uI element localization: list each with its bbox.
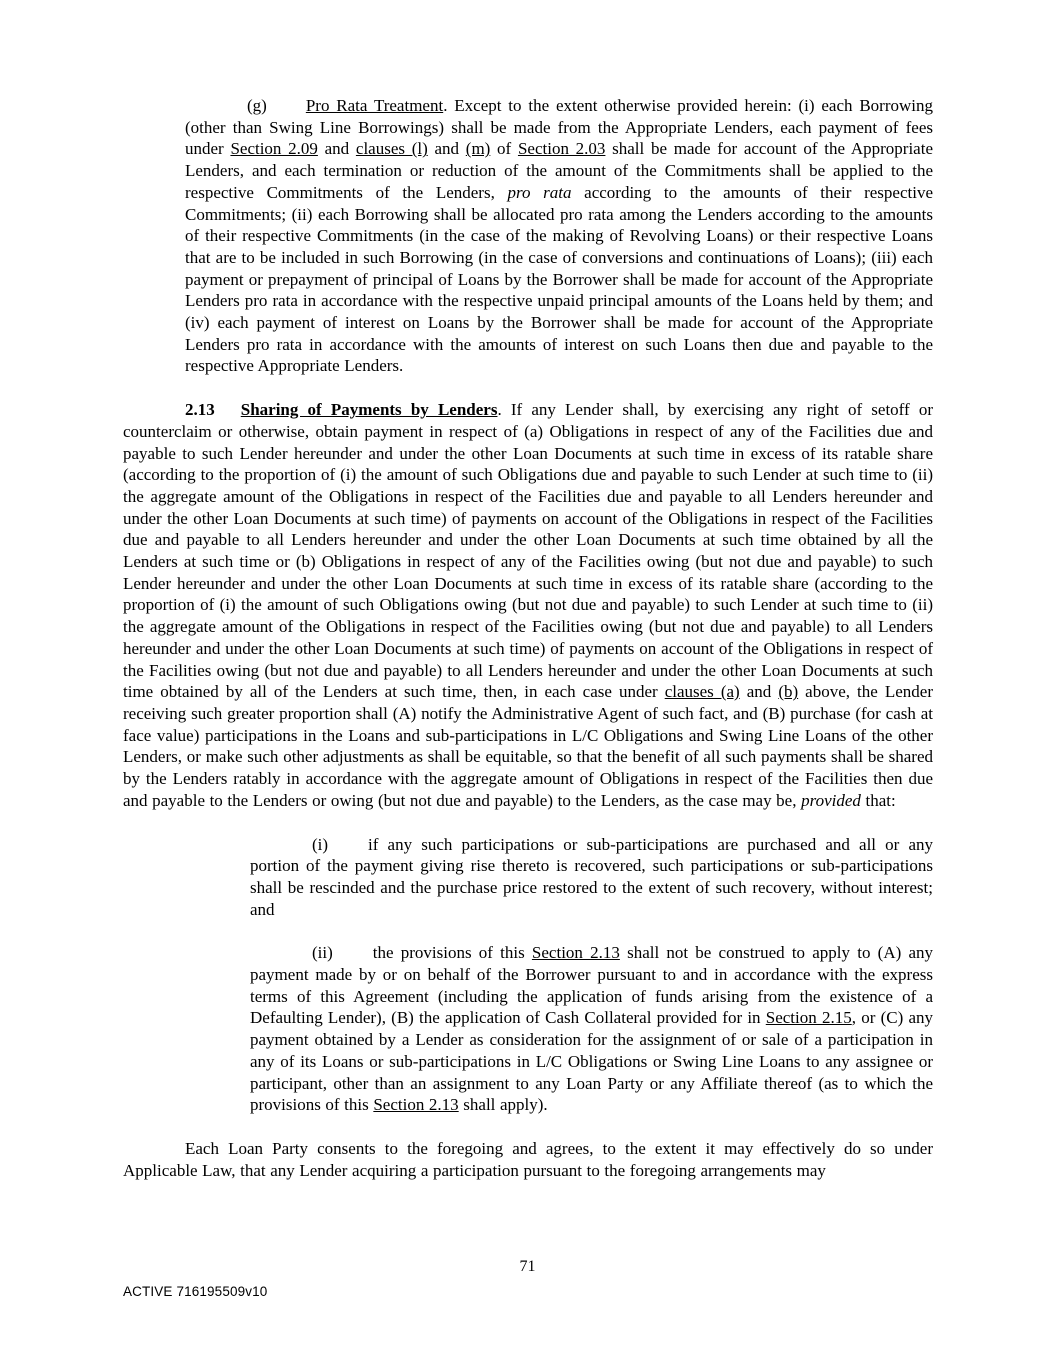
text-run: , or (C) any payment obtained by a Lender as consideration for the assignment of or sale of a participation in any of its Loans or sub-participations in L/C Obligations or Swing Line Loans to any assignee or participant, other than an assignment to any Loan Party or any Affiliate thereof (as to which the provisions of this	[250, 1008, 934, 1115]
closing-paragraph	[123, 1138, 933, 1181]
text-run: shall not be construed to apply to (A) any payment made by or on behalf of the Borrower pursuant to and in accordance with the express terms of this Agreement (including the application of funds arising from the existence of a Defaulting Lender), (B) the application of Cash Collateral provided for in	[250, 943, 933, 1028]
text-run: of	[490, 139, 518, 159]
section-reference: Section 2.15	[765, 1008, 852, 1028]
text-run: Each Loan Party consents to the foregoing and agrees, to the extent it may effectively do so under Applicable Law, that any Lender acquiring a participation pursuant to the foregoing arrangements may	[123, 1138, 933, 1180]
clause-reference: clauses (a)	[664, 682, 740, 702]
section-reference: Section 2.13	[373, 1095, 459, 1115]
section-reference: Section 2.09	[230, 139, 318, 159]
clause-letter: (g)	[247, 96, 267, 115]
text-run: that:	[860, 790, 896, 810]
section-number: 2.13	[185, 400, 215, 420]
text-run: the provisions of this	[372, 943, 532, 963]
clause-number: (ii)	[312, 943, 333, 963]
section-reference: Section 2.13	[531, 943, 620, 963]
clause-reference: (b)	[778, 682, 799, 702]
page-number: 71	[519, 1258, 536, 1275]
text-run: according to the amounts of their respective Commitments; (ii) each Borrowing shall be allocated pro rata among the Lenders according to the amounts of their respective Commitments (in the case of the making of Revolving Loans) or their respective Loans that are to be included in such Borrowing (in the case of conversions and continuations of Loans); (iii) each payment or prepayment of principal of Loans by the Borrower shall be made for account of the Appropriate Lenders pro rata in accordance with the respective unpaid principal amounts of the Loans held by them; and (iv) each payment of interest on Loans by the Borrower shall be made for account of the Appropriate Lenders pro rata in accordance with the amounts of interest on such Loans then due and payable to the respective Appropriate Lenders.	[185, 182, 933, 376]
section-reference: Section 2.03	[517, 139, 606, 159]
clause-reference: (m)	[465, 139, 491, 159]
text-run: and	[427, 139, 466, 159]
clause-ii-paragraph	[123, 942, 933, 1116]
text-block	[123, 95, 933, 1181]
clause-number: (i)	[312, 834, 329, 854]
text-run: above, the Lender receiving such greater proportion shall (A) notify the Administrative Agent of such fact, and (B) purchase (for cash at face value) participations in the Loans and sub-participations in L/C Obligations and Swing Line Loans of the other Lenders, or make such other adjustments as shall be equitable, so that the benefit of all such payments shall be shared by the Lenders ratably in accordance with the aggregate amount of Obligations in respect of the Facilities then due and payable to the Lenders or owing (but not due and payable) to the Lenders, as the case may be,	[123, 682, 933, 810]
text-run: and	[317, 139, 356, 159]
clause-reference: clauses (l)	[355, 139, 428, 159]
clause-i-paragraph	[123, 834, 933, 921]
proviso-term: provided	[801, 790, 861, 810]
text-run: . If any Lender shall, by exercising any right of setoff or counterclaim or otherwise, obtain payment in respect of (a) Obligations in respect of any of the Facilities due and payable to such Lender hereunder and under the other Loan Documents at such time in excess of its ratable share (according to the proportion of (i) the amount of such Obligations due and payable to such Lender at such time to (ii) the aggregate amount of the Obligations in respect of the Facilities due and payable to all Lenders hereunder and under the other Loan Documents at such time) of payments on account of the Obligations in respect of the Facilities due and payable to all Lenders hereunder and under the other Loan Documents at such time obtained by all the Lenders at such time or (b) Obligations in respect of any of the Facilities owing (but not due and payable) to such Lender hereunder and under the other Loan Documents at such time in excess of its ratable share (according to the proportion of (i) the amount of such Obligations owing (but not due and payable) to such Lender at such time to (ii) the aggregate amount of the Obligations in respect of the Facilities owing (but not due and payable) to all Lenders hereunder and under the other Loan Documents at such time) of payments on account of the Obligations in respect of the Facilities owing (but not due and payable) to all Lenders hereunder and under the other Loan Documents at such time obtained by all of the Lenders at such time, then, in each case under	[123, 400, 933, 702]
latin-phrase: pro rata	[507, 182, 572, 202]
text-run: shall be made for account of the Appropriate Lenders, and each termination or reduction of the amount of the Commitments shall be applied to the respective Commitments of the Lenders,	[185, 139, 933, 202]
paragraph-g-pro-rata-treatment	[123, 95, 933, 377]
section-2-13-paragraph	[123, 399, 933, 811]
document-id-stamp: ACTIVE 716195509v10	[123, 1284, 268, 1299]
clause-heading: Pro Rata Treatment	[305, 96, 444, 115]
text-run: . Except to the extent otherwise provided herein: (i) each Borrowing (other than Swing Line Borrowings) shall be made from the Appropriate Lenders, each payment of fees under	[185, 96, 933, 159]
text-run: if any such participations or sub-participations are purchased and all or any portion of the payment giving rise thereto is recovered, such participations or sub-participations shall be rescinded and the purchase price restored to the extent of such recovery, without interest; and	[250, 834, 933, 919]
text-run: shall apply).	[458, 1095, 548, 1115]
text-run: and	[739, 682, 779, 702]
section-heading: Sharing of Payments by Lenders	[240, 400, 498, 420]
